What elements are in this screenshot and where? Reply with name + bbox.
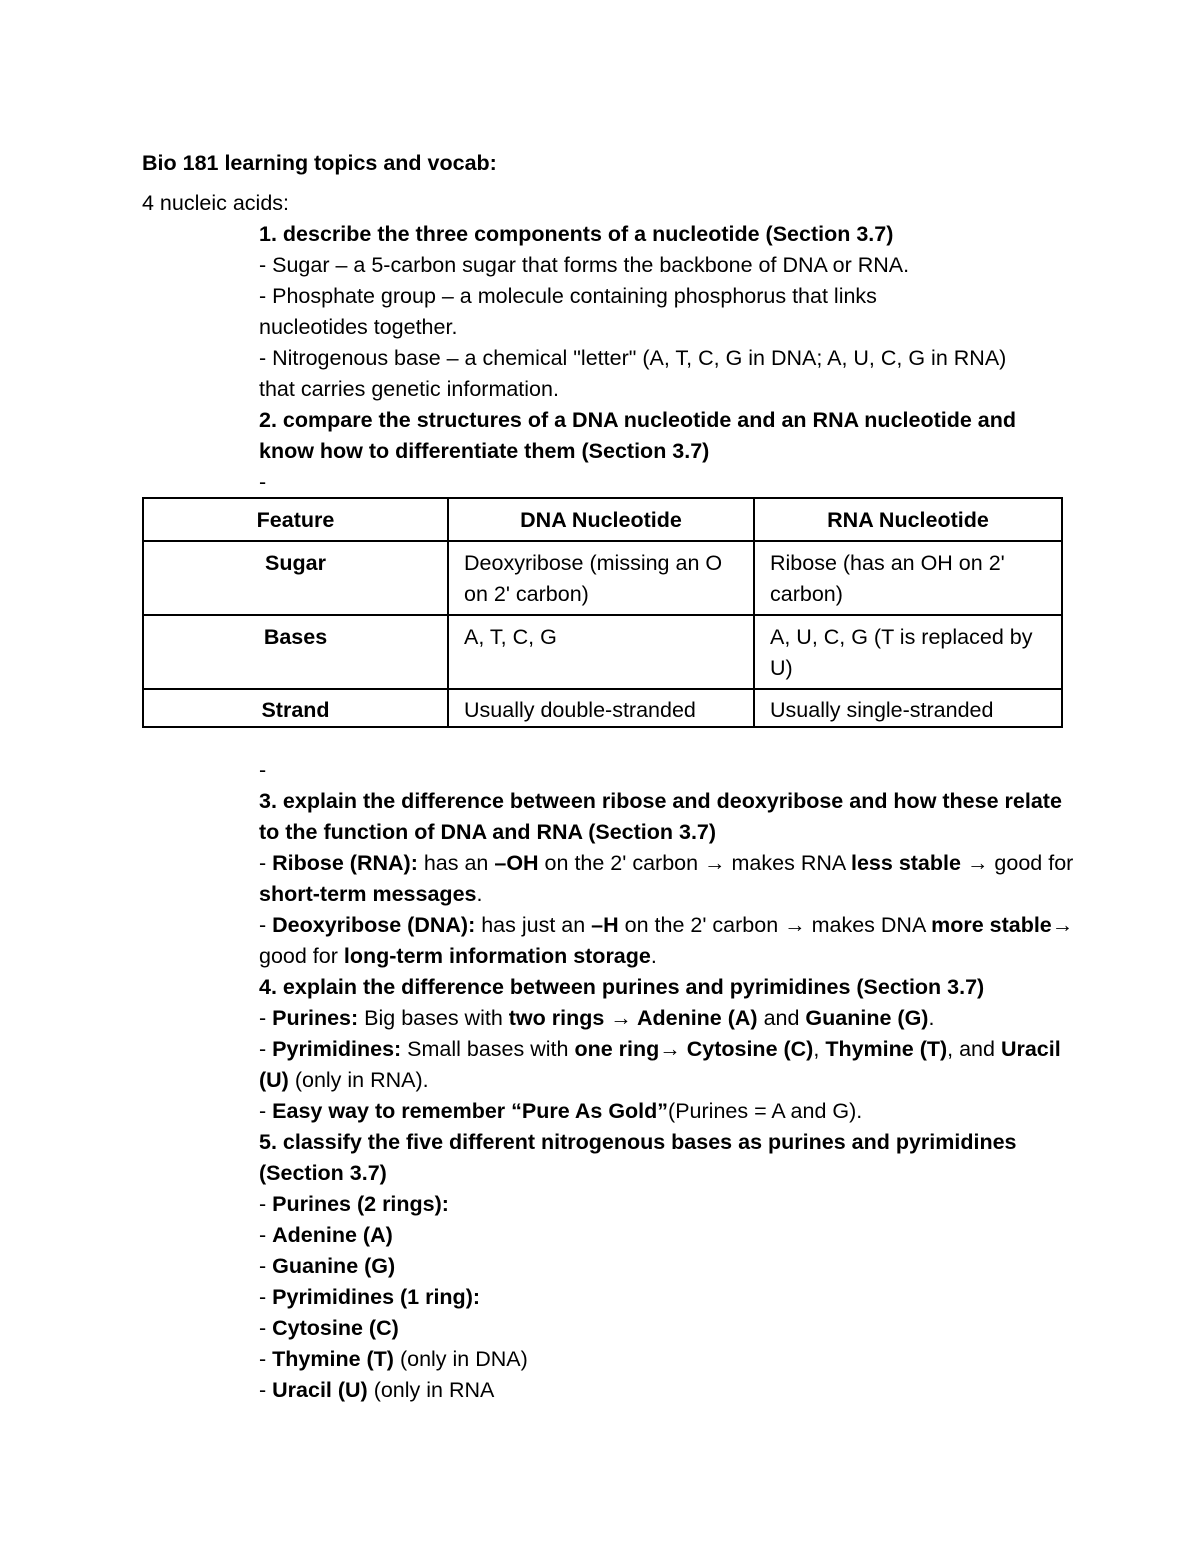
item-label: Adenine (A)	[272, 1223, 393, 1247]
dash: -	[259, 1254, 273, 1278]
q1-line-sugar: - Sugar – a 5-carbon sugar that forms the backbone of DNA or RNA.	[259, 253, 910, 277]
dash: -	[259, 1099, 273, 1123]
questions-3-to-5-block	[259, 755, 1074, 1406]
text: .	[476, 882, 483, 906]
thymine: Thymine (T)	[825, 1037, 948, 1061]
two-rings-adenine: two rings → Adenine (A)	[508, 1006, 758, 1030]
q2-dash-after: -	[259, 758, 267, 782]
table-row	[143, 541, 1062, 615]
item-label: Guanine (G)	[272, 1254, 396, 1278]
q4-pyrimidines-line	[259, 1034, 1074, 1096]
question-1-heading: 1. describe the three components of a nucleotide (Section 3.7)	[259, 222, 894, 246]
question-1-block	[259, 219, 1074, 498]
dash: -	[259, 1316, 273, 1340]
q1-line-base: - Nitrogenous base – a chemical "letter" (A, T, C, G in DNA; A, U, C, G in RNA) that carries genetic information.	[259, 346, 1007, 401]
item-label: Thymine (T)	[272, 1347, 394, 1371]
item-note: (only in RNA	[367, 1378, 495, 1402]
item-label: Purines (2 rings):	[272, 1192, 449, 1216]
table-cell-dna: A, T, C, G	[448, 615, 754, 689]
text: → good for	[259, 913, 1074, 968]
text: , and	[947, 1037, 1001, 1061]
q4-remember-line	[259, 1096, 1074, 1127]
q3-deoxyribose-line	[259, 910, 1074, 972]
dash: -	[259, 851, 273, 875]
question-4-heading: 4. explain the difference between purines and pyrimidines (Section 3.7)	[259, 975, 985, 999]
table-header-dna: DNA Nucleotide	[448, 498, 754, 541]
text: (only in RNA).	[288, 1068, 429, 1092]
q3-ribose-line	[259, 848, 1074, 910]
more-stable: more stable	[931, 913, 1052, 937]
text: has just an	[475, 913, 592, 937]
list-item	[259, 1313, 1074, 1344]
section-subheading: 4 nucleic acids:	[142, 191, 289, 215]
list-item	[259, 1220, 1074, 1251]
table-cell-feature: Sugar	[143, 541, 448, 615]
short-term-messages: short-term messages	[259, 882, 477, 906]
guanine: Guanine (G)	[805, 1006, 929, 1030]
text: → good for	[960, 851, 1074, 875]
table-cell-feature: Bases	[143, 615, 448, 689]
item-note: (only in DNA)	[393, 1347, 528, 1371]
q2-dash-before: -	[259, 470, 267, 494]
mnemonic: Easy way to remember “Pure As Gold”	[272, 1099, 669, 1123]
table-cell-rna: Ribose (has an OH on 2' carbon)	[754, 541, 1062, 615]
dash: -	[259, 1285, 273, 1309]
document-title: Bio 181 learning topics and vocab:	[142, 151, 497, 175]
question-5-heading: 5. classify the five different nitrogenous bases as purines and pyrimidines (Section 3.7)	[259, 1130, 1017, 1185]
list-item	[259, 1344, 1074, 1375]
text: Small bases with	[401, 1037, 575, 1061]
deoxyribose-label: Deoxyribose (DNA):	[272, 913, 476, 937]
text: .	[650, 944, 657, 968]
long-term-storage: long-term information storage	[343, 944, 651, 968]
item-label: Uracil (U)	[272, 1378, 368, 1402]
h-group: –H	[591, 913, 619, 937]
less-stable: less stable	[851, 851, 961, 875]
list-item	[259, 1282, 1074, 1313]
list-item	[259, 1375, 1074, 1406]
question-3-heading: 3. explain the difference between ribose and deoxyribose and how these relate to the function of DNA and RNA (Section 3.7)	[259, 789, 1062, 844]
pyrimidines-label: Pyrimidines:	[272, 1037, 402, 1061]
oh-group: –OH	[494, 851, 539, 875]
list-item	[259, 1251, 1074, 1282]
table-cell-rna: Usually single-stranded	[754, 689, 1062, 727]
ribose-label: Ribose (RNA):	[272, 851, 418, 875]
text: .	[928, 1006, 935, 1030]
question-2-heading: 2. compare the structures of a DNA nucleotide and an RNA nucleotide and know how to differentiate them (Section 3.7)	[259, 408, 1017, 463]
table-cell-dna: Deoxyribose (missing an O on 2' carbon)	[448, 541, 754, 615]
table-header-feature: Feature	[143, 498, 448, 541]
one-ring-cytosine: one ring→ Cytosine (C)	[574, 1037, 814, 1061]
dash: -	[259, 1037, 273, 1061]
table-cell-feature: Strand	[143, 689, 448, 727]
text: (Purines = A and G).	[668, 1099, 863, 1123]
table-header-rna: RNA Nucleotide	[754, 498, 1062, 541]
dash: -	[259, 1192, 273, 1216]
dash: -	[259, 913, 273, 937]
item-label: Cytosine (C)	[272, 1316, 399, 1340]
dash: -	[259, 1006, 273, 1030]
q4-purines-line	[259, 1003, 1074, 1034]
text: has an	[417, 851, 495, 875]
purines-label: Purines:	[272, 1006, 359, 1030]
uracil: Uracil (U)	[259, 1037, 1061, 1092]
dash: -	[259, 1347, 273, 1371]
table-header-row	[143, 498, 1062, 541]
dash: -	[259, 1378, 273, 1402]
text: on the 2' carbon → makes DNA	[618, 913, 932, 937]
table-row	[143, 689, 1062, 727]
text: and	[757, 1006, 806, 1030]
list-item	[259, 1189, 1074, 1220]
table-cell-rna: A, U, C, G (T is replaced by U)	[754, 615, 1062, 689]
item-label: Pyrimidines (1 ring):	[272, 1285, 481, 1309]
table-row	[143, 615, 1062, 689]
text: ,	[813, 1037, 826, 1061]
q1-line-phosphate: - Phosphate group – a molecule containing phosphorus that links nucleotides together.	[259, 284, 877, 339]
dash: -	[259, 1223, 273, 1247]
nucleotide-comparison-table	[142, 497, 1063, 728]
table-cell-dna: Usually double-stranded	[448, 689, 754, 727]
text: on the 2' carbon → makes RNA	[538, 851, 851, 875]
text: Big bases with	[358, 1006, 509, 1030]
